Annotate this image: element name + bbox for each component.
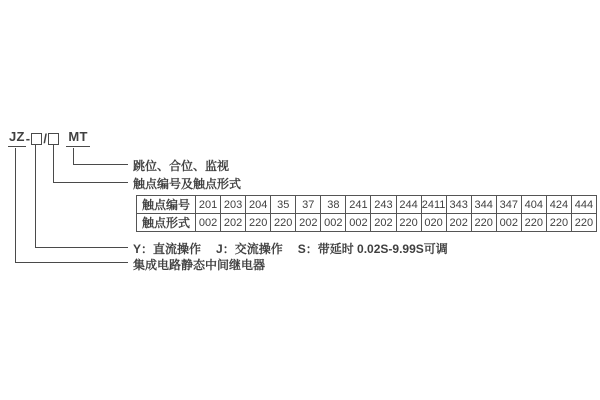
table-row xyxy=(137,214,597,232)
value-cell: 241 xyxy=(346,196,371,214)
callout-label-product: 集成电路静态中间继电器 xyxy=(133,258,266,272)
contact-placeholder-box xyxy=(48,133,59,145)
model-slash: / xyxy=(43,130,48,146)
operation-ac-label: J：交流操作 xyxy=(216,242,283,256)
leader-line-contact xyxy=(54,143,129,183)
value-cell: 002 xyxy=(321,214,346,232)
value-cell: 35 xyxy=(271,196,296,214)
value-cell: 220 xyxy=(396,214,421,232)
operation-dc-label: Y：直流操作 xyxy=(133,242,202,256)
value-cell: 347 xyxy=(496,196,521,214)
value-cell: 202 xyxy=(446,214,471,232)
value-cell: 220 xyxy=(271,214,296,232)
value-cell: 424 xyxy=(546,196,571,214)
model-series-label: JZ xyxy=(8,129,26,147)
value-cell: 38 xyxy=(321,196,346,214)
value-cell: 202 xyxy=(371,214,396,232)
value-cell: 344 xyxy=(471,196,496,214)
value-cell: 002 xyxy=(346,214,371,232)
leader-line-operation xyxy=(36,143,129,248)
value-cell: 002 xyxy=(196,214,221,232)
operation-placeholder-box xyxy=(31,133,42,145)
row-header-cell: 触点编号 xyxy=(137,196,196,214)
value-cell: 020 xyxy=(421,214,446,232)
model-hyphen: - xyxy=(25,130,31,146)
value-cell: 202 xyxy=(221,214,246,232)
row-header-cell: 触点形式 xyxy=(137,214,196,232)
callout-label-operation xyxy=(133,240,448,257)
callout-label-monitor: 跳位、合位、监视 xyxy=(133,159,230,173)
leader-line-monitor xyxy=(74,148,129,165)
value-cell: 203 xyxy=(221,196,246,214)
value-cell: 220 xyxy=(471,214,496,232)
value-cell: 244 xyxy=(396,196,421,214)
leader-line-product xyxy=(16,148,129,263)
callout-label-contact-form: 触点编号及触点形式 xyxy=(133,177,242,191)
model-type-suffix-label: MT xyxy=(66,129,89,147)
value-cell: 37 xyxy=(296,196,321,214)
value-cell: 220 xyxy=(246,214,271,232)
value-cell: 220 xyxy=(571,214,596,232)
operation-delay-label: S：带延时 0.02S-9.99S可调 xyxy=(297,242,448,256)
contact-table xyxy=(136,195,597,232)
value-cell: 220 xyxy=(546,214,571,232)
value-cell: 343 xyxy=(446,196,471,214)
contact-table-body xyxy=(137,196,597,232)
value-cell: 204 xyxy=(246,196,271,214)
table-row xyxy=(137,196,597,214)
value-cell: 220 xyxy=(521,214,546,232)
model-code xyxy=(8,129,90,147)
value-cell: 201 xyxy=(196,196,221,214)
value-cell: 2411 xyxy=(421,196,446,214)
value-cell: 002 xyxy=(496,214,521,232)
value-cell: 243 xyxy=(371,196,396,214)
value-cell: 202 xyxy=(296,214,321,232)
value-cell: 444 xyxy=(571,196,596,214)
value-cell: 404 xyxy=(521,196,546,214)
